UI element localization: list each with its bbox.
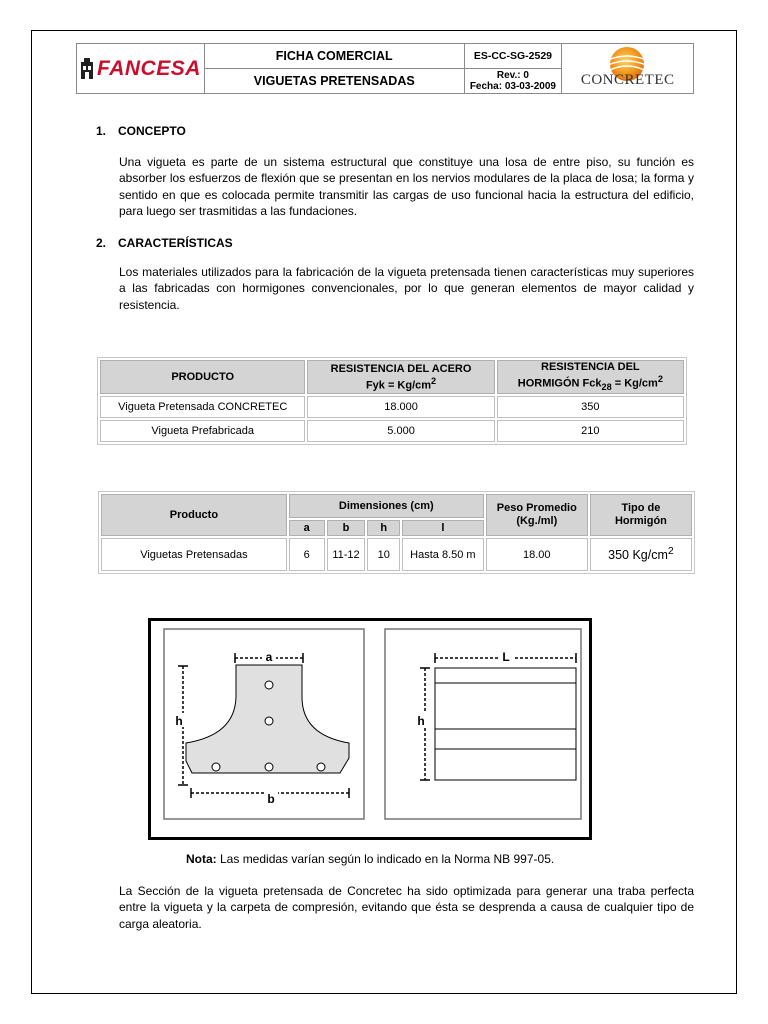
- cell-tipo: [590, 538, 692, 571]
- document-code: ES-CC-SG-2529: [464, 44, 562, 69]
- header-line: Hormigón: [614, 515, 667, 527]
- cell-hormigon: 350: [497, 396, 684, 418]
- cell-h: 10: [367, 538, 400, 571]
- fancesa-emblem-icon: [80, 57, 94, 81]
- cell-b: 11-12: [327, 538, 366, 571]
- dimension-label-h: h: [417, 714, 425, 728]
- cell-hormigon: 210: [497, 420, 684, 442]
- document-subtitle: VIGUETAS PRETENSADAS: [204, 69, 464, 94]
- nota-label: Nota:: [186, 852, 217, 866]
- column-header-producto: Producto: [101, 494, 287, 536]
- table-row: [101, 538, 692, 571]
- caracteristicas-paragraph: Los materiales utilizados para la fabricación de la vigueta pretensada tienen características muy superiores a las fabricadas con hormigones convencionales, por lo que generan elementos de mayor calidad y resistencia.: [119, 265, 694, 312]
- dimension-label-L: L: [502, 650, 510, 664]
- column-header-producto: PRODUCTO: [100, 360, 305, 394]
- column-header-h: h: [367, 520, 400, 536]
- column-header-b: b: [327, 520, 366, 536]
- concretec-logo-cell: [562, 44, 694, 94]
- dimension-label-b: b: [267, 792, 275, 806]
- header-line: Tipo de: [621, 502, 661, 514]
- header-line: RESISTENCIA DEL ACERO: [330, 362, 472, 375]
- dimensions-table: [98, 491, 695, 574]
- header-line: Peso Promedio: [496, 502, 577, 514]
- subscript: 28: [601, 381, 612, 392]
- column-header-a: a: [289, 520, 325, 536]
- column-header-acero: [307, 360, 494, 394]
- section-heading-concepto: [96, 124, 186, 138]
- superscript: 2: [431, 375, 437, 386]
- column-header-hormigon: [497, 360, 684, 394]
- dimension-label-h: h: [175, 714, 183, 728]
- document-title: FICHA COMERCIAL: [204, 44, 464, 69]
- tendon-hole: [212, 763, 220, 771]
- tendon-hole: [265, 717, 273, 725]
- concepto-paragraph: Una vigueta es parte de un sistema estructural que constituye una losa de entre piso, su función es absorber los esfuerzos de flexión que se presentan en los nervios modulares de la placa de losa; la forma y sentido en que es colocada permite transmitir las cargas de uso funcional hacia la estructura del edificio, para luego ser trasmitidas a las fundaciones.: [119, 155, 694, 218]
- fancesa-logo-text: FANCESA: [97, 56, 201, 80]
- table-header-row: [100, 360, 684, 394]
- cell-acero: 18.000: [307, 396, 494, 418]
- tendon-hole: [265, 681, 273, 689]
- column-header-tipo: [590, 494, 692, 536]
- resistance-table: [97, 357, 687, 445]
- column-header-l: l: [402, 520, 484, 536]
- vigueta-diagram: [148, 618, 592, 840]
- section-title: CONCEPTO: [118, 124, 186, 138]
- cell-a: 6: [289, 538, 325, 571]
- fancesa-logo-cell: [77, 44, 205, 94]
- cell-acero: 5.000: [307, 420, 494, 442]
- cell-producto: Vigueta Prefabricada: [100, 420, 305, 442]
- document-header: [76, 43, 694, 94]
- header-line: = Kg/cm: [611, 377, 658, 390]
- header-line: (Kg./ml): [516, 515, 558, 527]
- section-title: CARACTERÍSTICAS: [118, 236, 233, 250]
- side-view-body: [435, 668, 576, 780]
- closing-paragraph: La Sección de la vigueta pretensada de Concretec ha sido optimizada para generar una traba perfecta entre la vigueta y la carpeta de compresión, evitando que ésta se desprenda a causa de cualquier tipo de carga aleatoria.: [119, 884, 694, 931]
- cell-l: Hasta 8.50 m: [402, 538, 484, 571]
- superscript: 2: [667, 546, 674, 558]
- table-header-row: [101, 494, 692, 518]
- header-line: RESISTENCIA DEL: [541, 361, 640, 373]
- table-row: [100, 396, 684, 418]
- nota-line: [186, 852, 554, 866]
- tendon-hole: [265, 763, 273, 771]
- header-line: HORMIGÓN Fck: [517, 377, 602, 390]
- concretec-logo-text: CONCRETEC: [580, 71, 675, 88]
- cell-producto: Viguetas Pretensadas: [101, 538, 287, 571]
- revision-info: [464, 69, 562, 94]
- vigueta-diagram-svg: [151, 621, 589, 837]
- revision-date: Fecha: 03-03-2009: [469, 81, 556, 92]
- superscript: 2: [657, 374, 663, 384]
- nota-text: Las medidas varían según lo indicado en la Norma NB 997-05.: [216, 852, 555, 866]
- section-number: 2.: [96, 236, 107, 250]
- cell-producto: Vigueta Pretensada CONCRETEC: [100, 396, 305, 418]
- tendon-hole: [317, 763, 325, 771]
- revision-number: Rev.: 0: [496, 70, 529, 81]
- dimension-label-a: a: [265, 650, 273, 664]
- tipo-value: 350 Kg/cm: [608, 548, 668, 563]
- table-row: [100, 420, 684, 442]
- section-heading-caracteristicas: [96, 236, 233, 250]
- column-header-dimensiones: Dimensiones (cm): [289, 494, 484, 518]
- cell-peso: 18.00: [486, 538, 588, 571]
- section-number: 1.: [96, 124, 107, 138]
- header-line: Fyk = Kg/cm: [365, 379, 432, 392]
- column-header-peso: [486, 494, 588, 536]
